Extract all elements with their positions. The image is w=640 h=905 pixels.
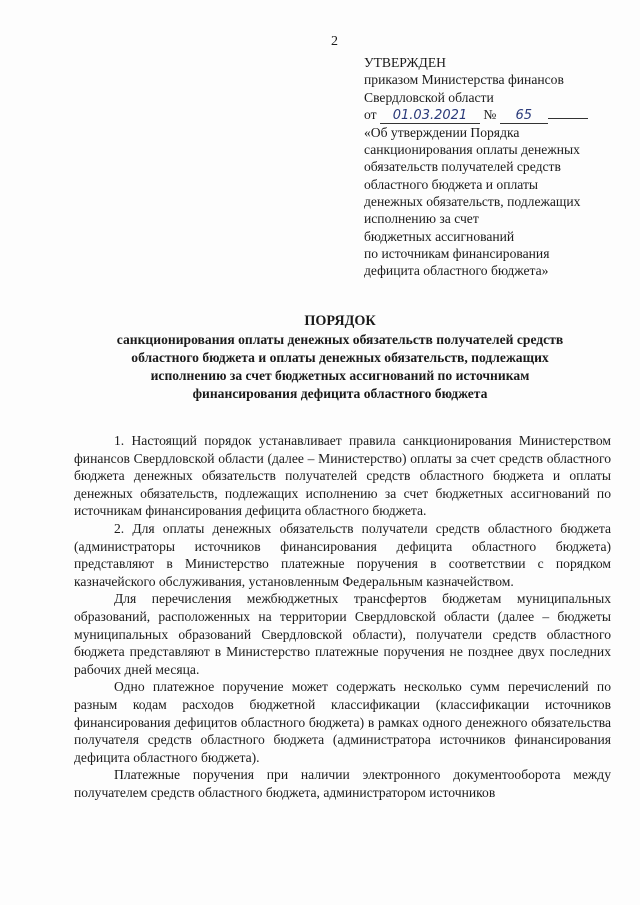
paragraph-1: 1. Настоящий порядок устанавливает правила санкционирования Министерством финансов Свердловской области (далее – Министерство) оплаты за счет средств областного бюджета денежных обязательств получателей средств областного бюджета и оплаты денежных обязательств, подлежащих исполнению за счет бюджетных ассигнований по источникам финансирования дефицита областного бюджета. (74, 433, 611, 519)
page-number: 2 (331, 34, 338, 49)
number-sign: № (483, 106, 497, 122)
document-body (74, 432, 611, 801)
approval-region-line: Свердловской области (364, 89, 494, 105)
heading-line: областного бюджета и оплаты денежных обязательств, подлежащих (131, 350, 549, 365)
approval-title-line: бюджетных ассигнований (364, 228, 515, 244)
approval-title-line: санкционирования оплаты денежных (364, 142, 580, 158)
approval-title-line: областного бюджета и оплаты (364, 176, 539, 192)
handwritten-date: 01.03.2021 (380, 109, 480, 124)
approval-title-line: по источникам финансирования (364, 245, 550, 261)
heading-line: финансирования дефицита областного бюджета (192, 386, 488, 401)
paragraph-5: Платежные поручения при наличии электронного документооборота между получателем средств областного бюджета, администратором источников (74, 767, 611, 800)
date-prefix: от (364, 106, 377, 122)
paragraph-4: Одно платежное поручение может содержать несколько сумм перечислений по разным кодам расходов бюджетной классификации (классификации источников финансирования дефицитов областного бюджета) в рамках одного денежного обязательства получателя средств областного бюджета (администратора источников финансирования дефицита областного бюджета). (74, 679, 611, 765)
paragraph-3: Для перечисления межбюджетных трансфертов бюджетам муниципальных образований, расположенных на территории Свердловской области (далее – бюджеты муниципальных образований Свердловской области), получатели средств областного бюджета представляют в Министерство платежные поручения не позднее двух последних рабочих дней месяца. (74, 591, 611, 677)
approval-date-line (364, 106, 614, 124)
approval-title-line: денежных обязательств, подлежащих (364, 194, 581, 210)
approval-heading: УТВЕРЖДЕН (364, 55, 446, 70)
heading-line: санкционирования оплаты денежных обязательств получателей средств (116, 332, 564, 347)
document-heading (60, 312, 620, 403)
handwritten-number: 65 (500, 109, 548, 124)
approval-title-line: обязательств получателей средств (364, 159, 561, 175)
paragraph-2: 2. Для оплаты денежных обязательств получатели средств областного бюджета (администраторы источников финансирования дефицита областного бюджета) представляют в Министерство платежные поручения в соответствии с порядком казначейского обслуживания, установленным Федеральным казначейством. (74, 520, 611, 589)
document-title: ПОРЯДОК (304, 313, 376, 329)
approval-title-line: дефицита областного бюджета» (364, 263, 549, 279)
approval-order-line: приказом Министерства финансов (364, 72, 564, 88)
approval-title-line: исполнению за счет (364, 211, 479, 227)
heading-line: исполнению за счет бюджетных ассигнований по источникам (150, 368, 530, 383)
number-underline (548, 106, 588, 119)
approval-block (364, 54, 614, 280)
approval-title-line: «Об утверждении Порядка (364, 124, 520, 140)
